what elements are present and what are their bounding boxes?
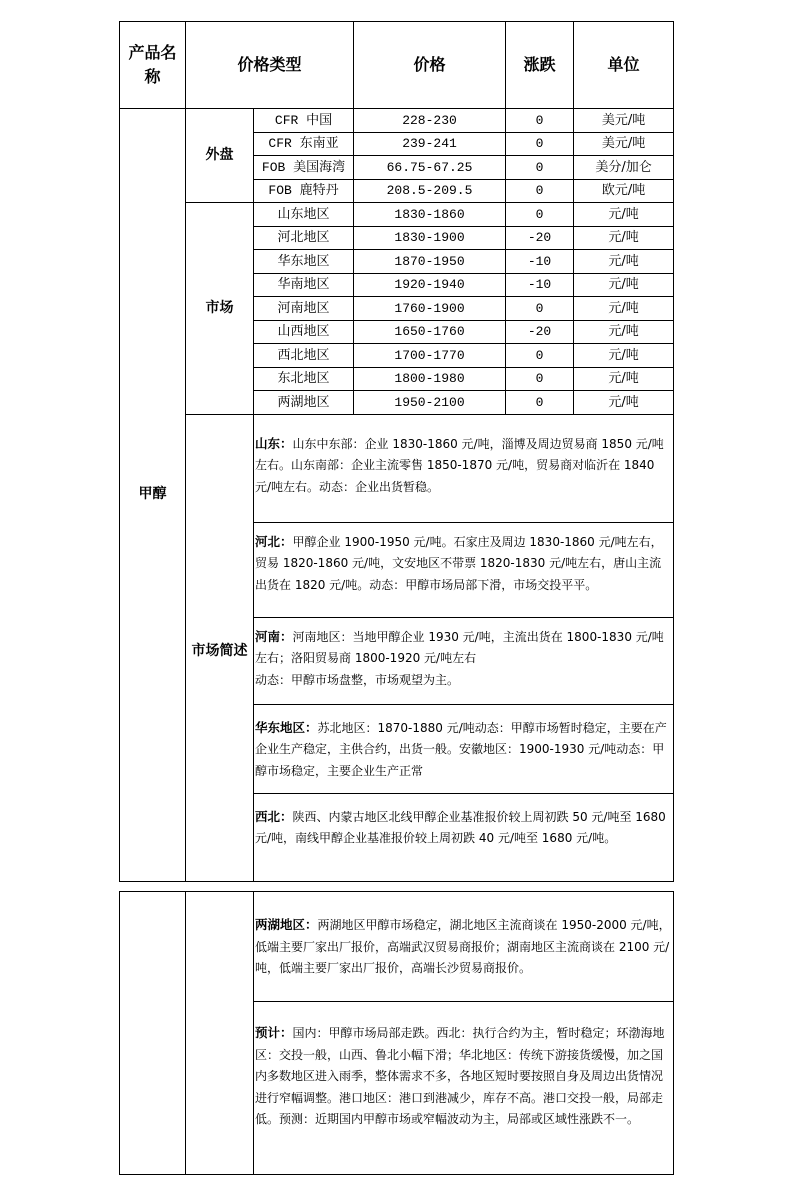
unit-cell: 元/吨 <box>574 273 674 297</box>
summary-xibei <box>254 793 674 881</box>
summary-region: 两湖地区： <box>255 917 318 932</box>
summary-region: 华东地区： <box>255 719 318 735</box>
summary-shandong <box>254 414 674 522</box>
unit-cell: 美元/吨 <box>574 132 674 156</box>
price-cell: 239-241 <box>354 132 506 156</box>
product-cell: 甲醇 <box>120 109 186 882</box>
unit-cell: 欧元/吨 <box>574 179 674 203</box>
summary-text: 苏北地区：1870-1880 元/吨动态：甲醇市场暂时稳定，主要在产企业生产稳定，主供合约，出货一般。安徽地区：1900-1930 元/吨动态：甲醇市场稳定，主要企业生产正常 <box>255 720 667 778</box>
price-type-cell: 华南地区 <box>254 273 354 297</box>
group-foreign: 外盘 <box>186 109 254 203</box>
summary-forecast <box>254 1002 674 1175</box>
header-change: 涨跌 <box>506 22 574 109</box>
summary-region: 预计： <box>255 1025 293 1040</box>
change-cell: 0 <box>506 297 574 321</box>
price-type-cell: 西北地区 <box>254 344 354 368</box>
summary-region: 西北： <box>255 808 293 824</box>
summary-text: 陕西、内蒙古地区北线甲醇企业基准报价较上周初跌 50 元/吨至 1680 元/吨，南线甲醇企业基准报价较上周初跌 40 元/吨至 1680 元/吨。 <box>255 809 666 845</box>
price-cell: 1920-1940 <box>354 273 506 297</box>
change-cell: 0 <box>506 132 574 156</box>
header-price-type: 价格类型 <box>186 22 354 109</box>
unit-cell: 元/吨 <box>574 367 674 391</box>
summary-row <box>120 892 674 1002</box>
unit-cell: 元/吨 <box>574 250 674 274</box>
price-type-cell: 两湖地区 <box>254 391 354 415</box>
summary-text: 山东中东部：企业 1830-1860 元/吨，淄博及周边贸易商 1850 元/吨左右。山东南部：企业主流零售 1850-1870 元/吨，贸易商对临沂在 1840 元/吨左右。动态：企业出货暂稳。 <box>255 436 664 494</box>
price-cell: 228-230 <box>354 109 506 133</box>
price-sheet <box>119 21 673 882</box>
price-cell: 1830-1860 <box>354 203 506 227</box>
unit-cell: 美分/加仑 <box>574 156 674 180</box>
price-cell: 1700-1770 <box>354 344 506 368</box>
price-cell: 1830-1900 <box>354 226 506 250</box>
unit-cell: 元/吨 <box>574 297 674 321</box>
price-type-cell: 山西地区 <box>254 320 354 344</box>
change-cell: 0 <box>506 367 574 391</box>
unit-cell: 元/吨 <box>574 203 674 227</box>
summary-lianghu <box>254 892 674 1002</box>
summary-text: 两湖地区甲醇市场稳定，湖北地区主流商谈在 1950-2000 元/吨，低端主要厂家出厂报价，高端武汉贸易商报价；湖南地区主流商谈在 2100 元/吨，低端主要厂家出厂报价，高端长沙贸易商报价。 <box>255 918 671 975</box>
unit-cell: 美元/吨 <box>574 109 674 133</box>
price-type-cell: 山东地区 <box>254 203 354 227</box>
group-cell-empty <box>186 892 254 1175</box>
product-cell-empty <box>120 892 186 1175</box>
price-cell: 1800-1980 <box>354 367 506 391</box>
price-type-cell: 河南地区 <box>254 297 354 321</box>
price-cell: 1870-1950 <box>354 250 506 274</box>
price-cell: 1950-2100 <box>354 391 506 415</box>
price-type-cell: CFR 东南亚 <box>254 132 354 156</box>
price-cell: 66.75-67.25 <box>354 156 506 180</box>
unit-cell: 元/吨 <box>574 391 674 415</box>
price-type-cell: 河北地区 <box>254 226 354 250</box>
summary-hebei <box>254 522 674 617</box>
group-summary: 市场简述 <box>186 414 254 881</box>
group-market: 市场 <box>186 203 254 415</box>
change-cell: 0 <box>506 203 574 227</box>
change-cell: 0 <box>506 344 574 368</box>
price-type-cell: FOB 美国海湾 <box>254 156 354 180</box>
summary-region: 河北： <box>255 533 293 549</box>
price-sheet-continued <box>119 891 673 1175</box>
price-type-cell: 东北地区 <box>254 367 354 391</box>
summary-henan <box>254 617 674 704</box>
summary-text: 河南地区：当地甲醇企业 1930 元/吨，主流出货在 1800-1830 元/吨左右；洛阳贸易商 1800-1920 元/吨左右 <box>255 629 664 665</box>
header-price: 价格 <box>354 22 506 109</box>
continued-table <box>119 891 674 1175</box>
change-cell: 0 <box>506 391 574 415</box>
header-product-name: 产品名称 <box>120 22 186 109</box>
summary-region: 山东： <box>255 435 293 451</box>
price-type-cell: CFR 中国 <box>254 109 354 133</box>
price-cell: 208.5-209.5 <box>354 179 506 203</box>
change-cell: -10 <box>506 273 574 297</box>
summary-text: 国内：甲醇市场局部走跌。西北：执行合约为主，暂时稳定；环渤海地区：交投一般，山西、鲁北小幅下滑；华北地区：传统下游接货缓慢，加之国内多数地区进入雨季，整体需求不多，各地区短时要按照自身及周边出货情况进行窄幅调整。港口地区：港口到港减少，库存不高。港口交投一般，局部走低。预测：近期国内甲醇市场或窄幅波动为主，局部或区域性涨跌不一。 <box>255 1026 665 1126</box>
change-cell: -20 <box>506 226 574 250</box>
change-cell: 0 <box>506 179 574 203</box>
unit-cell: 元/吨 <box>574 226 674 250</box>
header-unit: 单位 <box>574 22 674 109</box>
table-row <box>120 203 674 227</box>
summary-row <box>120 414 674 522</box>
price-cell: 1650-1760 <box>354 320 506 344</box>
unit-cell: 元/吨 <box>574 320 674 344</box>
price-type-cell: FOB 鹿特丹 <box>254 179 354 203</box>
summary-text-2: 动态：甲醇市场盘整，市场观望为主。 <box>255 672 460 687</box>
summary-huadong <box>254 704 674 793</box>
unit-cell: 元/吨 <box>574 344 674 368</box>
change-cell: 0 <box>506 156 574 180</box>
price-table <box>119 21 674 882</box>
change-cell: -10 <box>506 250 574 274</box>
table-row <box>120 109 674 133</box>
change-cell: 0 <box>506 109 574 133</box>
summary-region: 河南： <box>255 628 293 644</box>
header-row <box>120 22 674 109</box>
summary-text: 甲醇企业 1900-1950 元/吨。石家庄及周边 1830-1860 元/吨左右，贸易 1820-1860 元/吨，文安地区不带票 1820-1830 元/吨左右，唐山主流出货在 1820 元/吨。动态：甲醇市场局部下滑，市场交投平平。 <box>255 534 663 592</box>
price-cell: 1760-1900 <box>354 297 506 321</box>
price-type-cell: 华东地区 <box>254 250 354 274</box>
change-cell: -20 <box>506 320 574 344</box>
